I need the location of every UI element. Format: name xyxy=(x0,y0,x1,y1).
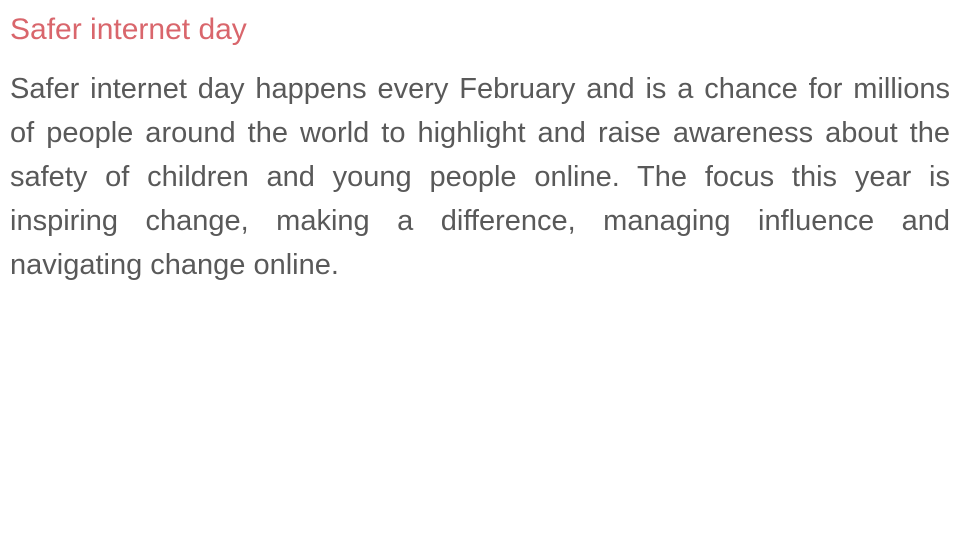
slide-body-text: Safer internet day happens every February and is a chance for millions of people around the world to highlight and raise awareness about the safety of children and young people online. The focus this year is inspiring change, making a difference, managing influence and navigating change online. xyxy=(10,73,950,281)
slide-title: Safer internet day xyxy=(10,13,247,46)
